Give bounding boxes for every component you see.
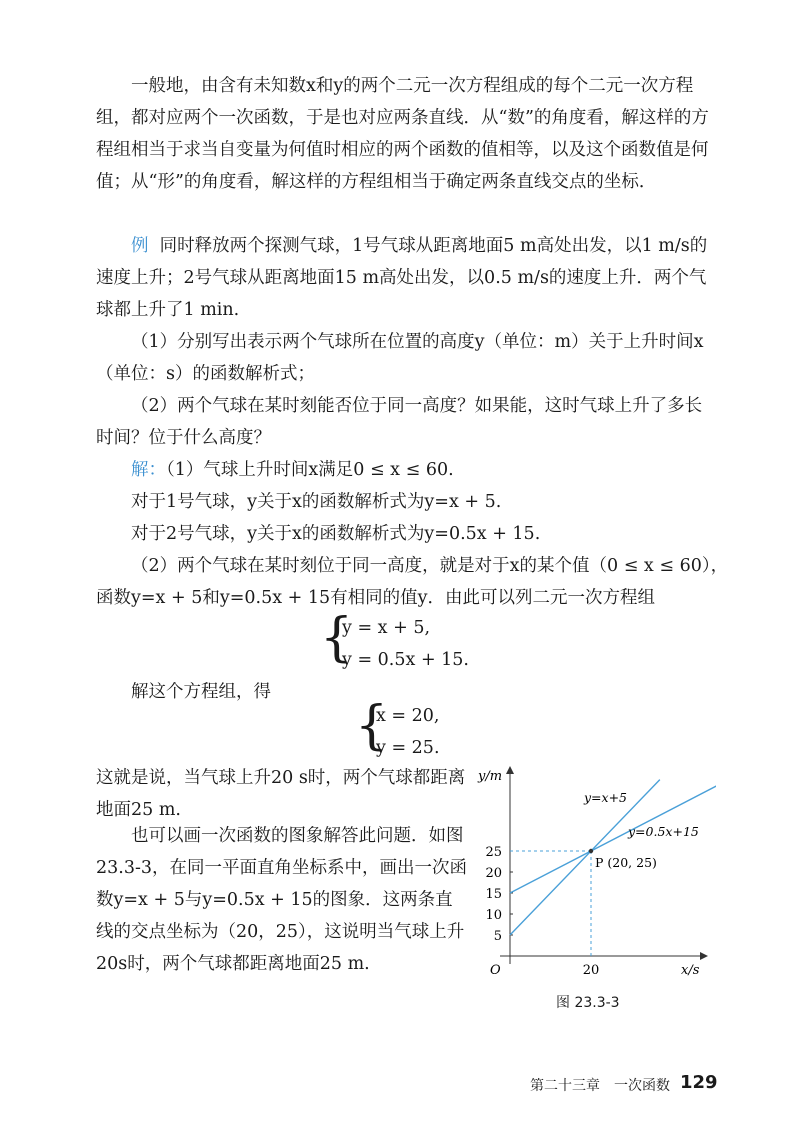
solution-s1: （1）气球上升时间x满足0 ≤ x ≤ 60. [166, 460, 454, 480]
solution-line-1 [131, 454, 454, 486]
y-tick-label: 25 [485, 845, 502, 860]
solution-line-4b: 函数y=x + 5和y=0.5x + 15有相同的值y．由此可以列二元一次方程组 [96, 588, 656, 608]
solve-line: 解这个方程组，得 [131, 682, 271, 702]
function-graph [476, 760, 716, 980]
intro-paragraph: 一般地，由含有未知数x和y的两个二元一次方程组成的每个二元一次方程组，都对应两个一次函数，于是也对应两条直线．从“数”的角度看，解这样的方程组相当于求当自变量为何值时相应的两个函数的值相等，以及这个函数值是何值；从“形”的角度看，解这样的方程组相当于确定两条直线交点的坐标． [96, 76, 709, 192]
y-tick-label: 20 [485, 866, 502, 881]
y-tick-label: 10 [485, 908, 502, 923]
chapter-footer: 第二十三章 一次函数 [530, 1078, 670, 1094]
solution-label: 解： [131, 460, 166, 480]
conclusion-paragraph: 这就是说，当气球上升20 s时，两个气球都距离地面25 m. [96, 768, 466, 820]
example-text: 同时释放两个探测气球，1号气球从距离地面5 m高处出发，以1 m/s的速度上升；2号气球从距离地面15 m高处出发，以0.5 m/s的速度上升．两个气球都上升了1 min. [96, 236, 708, 320]
y-tick-label: 15 [485, 887, 502, 902]
solution-line-4a: （2）两个气球在某时刻位于同一高度，就是对于x的某个值（0 ≤ x ≤ 60）， [131, 556, 729, 576]
system-2-eq1: x = 20, [376, 706, 440, 726]
origin-label: O [490, 963, 501, 978]
x-axis-label: x/s [681, 963, 700, 978]
x-tick-label: 20 [582, 963, 600, 978]
page-number: 129 [680, 1072, 718, 1093]
series-label-1: y=x+5 [584, 790, 628, 805]
example-label: 例 [131, 236, 149, 256]
system-1-brace: { [320, 608, 354, 668]
system-2-eq2: y = 25. [376, 738, 440, 758]
y-axis-label: y/m [478, 769, 503, 784]
system-1-eq2: y = 0.5x + 15. [342, 650, 469, 670]
solution-line-3: 对于2号气球，y关于x的函数解析式为y=0.5x + 15. [131, 524, 541, 544]
y-tick-label: 5 [493, 929, 502, 944]
graph-paragraph: 也可以画一次函数的图象解答此问题．如图23.3-3，在同一平面直角坐标系中，画出一次函数y=x + 5与y=0.5x + 15的图象．这两条直线的交点坐标为（20，25），这说明当气球上升20s时，两个气球都距离地面25 m. [96, 826, 468, 974]
system-1-eq1: y = x + 5, [342, 618, 431, 638]
question-1: （1）分别写出表示两个气球所在位置的高度y（单位：m）关于上升时间x（单位：s）的函数解析式； [96, 332, 704, 384]
point-label: P (20, 25) [595, 855, 657, 870]
question-2: （2）两个气球在某时刻能否位于同一高度？如果能，这时气球上升了多长时间？位于什么高度？ [96, 396, 703, 448]
intersection-point [589, 849, 593, 853]
figure-caption: 图 23.3-3 [556, 995, 620, 1011]
example-paragraph [96, 230, 716, 326]
series-label-2: y=0.5x+15 [628, 824, 699, 839]
system-2-brace: { [355, 696, 389, 756]
solution-line-2: 对于1号气球，y关于x的函数解析式为y=x + 5. [131, 492, 502, 512]
